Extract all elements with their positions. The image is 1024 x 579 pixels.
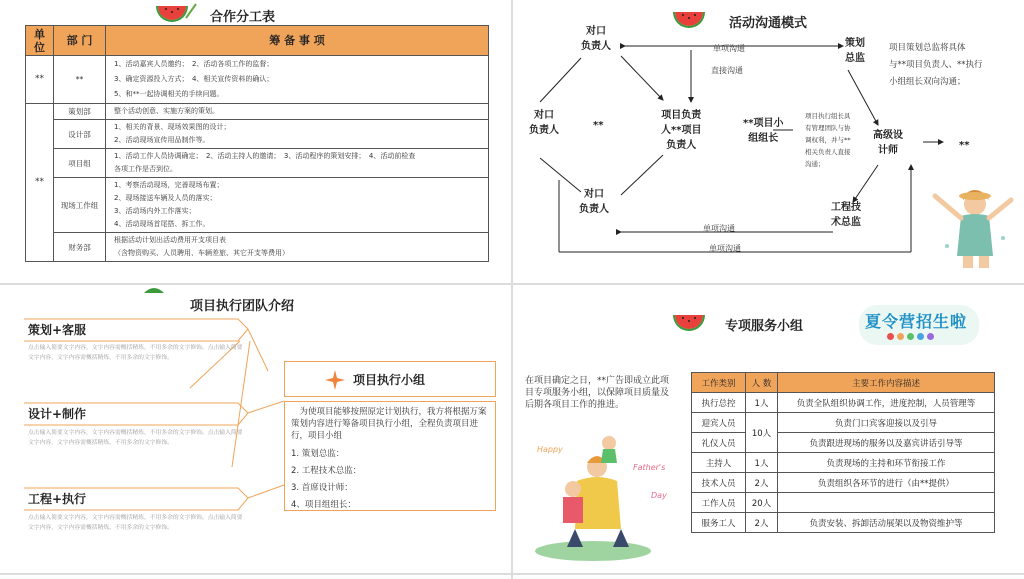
desc-cell: 负责现场的主持和环节衔接工作 [778,453,995,473]
group-item: 1. 策划总监： [291,449,345,459]
section-label: 设计+制作 [28,407,87,421]
node-planning-director: 策划 总监 [845,38,865,64]
count-cell: 1人 [746,453,778,473]
planner-desc: 项目策划总监将具体 与**项目负责人、**执行 小组组长双向沟通； [889,43,983,87]
group-intro: 为使项目能够按照原定计划执行，我方将根据万案策划内容进行筹备项目执行小组，全程负责项目进行，项目小组 [291,407,487,441]
watermelon-icon [152,0,198,24]
right-stars: ** [959,140,970,151]
type-cell: 迎宾人员 [692,413,746,433]
label-oneway-bottom-1: 单项沟通 [703,224,735,233]
desc-cell: 负责门口宾客迎接以及引导 [778,413,995,433]
sparkle-icon [325,370,345,390]
slide-cooperation-table [0,0,511,283]
cooperation-table [25,25,489,262]
desc-cell: 负责组织各环节的进行（由**提供） [778,473,995,493]
label-direct: 直接沟通 [711,66,743,75]
slide-team-intro [0,285,511,573]
type-cell: 礼仪人员 [692,433,746,453]
dept-cell: ** [54,56,106,104]
label-oneway-top: 单项沟通 [713,44,745,53]
item-line: （含物资购买、人员聘用、车辆差旅、其它开支等费用） [114,249,289,257]
items-cell [106,120,489,149]
node-counterpart-bottom: 对口 负责人 [579,189,609,215]
unit-cell: ** [26,56,54,104]
banner-text: 夏令营招生啦 [865,312,968,331]
count-cell: 20人 [746,493,778,513]
unit-cell: ** [26,104,54,262]
node-project-lead: 项目负责 人**项目 负责人 [661,110,702,151]
dot [887,333,894,340]
section-planning [24,320,249,340]
section-desc: 点击输入简要文字内容，文字内容需概括精炼，不用多余的文字修饰。点击输入简要文字内容，文字内容需概括精炼，不用多余的文字修饰。 [28,515,243,531]
section-label: 工程+执行 [28,492,87,506]
item-line: 1、活动嘉宾人员邀约； 2、活动各项工作的监督； [114,60,274,68]
dept-cell: 设计部 [54,120,106,149]
group-content-box [284,401,496,511]
label-oneway-bottom-2: 单项沟通 [709,244,741,253]
item-line: 2、活动现场宣传用品制作等。 [114,136,210,144]
type-cell: 执行总控 [692,393,746,413]
count-cell: 2人 [746,513,778,533]
item-line: 2、现场接送车辆及人员的落实； [114,194,217,202]
group-leader-desc: 项目执行组长具 有管理团队与协 调权利，并与** 相关负责人直接 沟通； [805,112,851,168]
node-senior-designer: 高级设 计师 [873,130,903,156]
header-count: 人 数 [746,373,778,393]
next-slide-right [513,575,1024,579]
item-line: 1、活动工作人员协调确定； 2、活动主持人的邀请； 3、活动程序的策划安排； 4、活动前检查 [114,152,416,160]
type-cell: 服务工人 [692,513,746,533]
items-cell [106,56,489,104]
item-line: 根据活动计划出活动费用开支项目表 [114,236,226,244]
table-row [692,473,995,493]
item-line: 各项工作是否到位。 [114,165,177,173]
items-cell [106,178,489,233]
banner-dots [887,333,934,340]
header-type: 工作类别 [692,373,746,393]
node-counterpart-top: 对口 负责人 [581,26,611,52]
type-cell: 技术人员 [692,473,746,493]
section-desc: 点击输入简要文字内容，文字内容需概括精炼，不用多余的文字修饰。点击输入简要文字内容，文字内容需概括精炼，不用多余的文字修饰。 [28,430,243,446]
header-desc: 主要工作内容描述 [778,373,995,393]
page-title: 活动沟通模式 [729,16,808,31]
left-stars: ** [593,120,604,131]
header-dept: 部 门 [54,26,106,56]
item-line: 5、和**一起协调相关的手续问题。 [114,90,224,98]
table-row [692,393,995,413]
item-line: 3、活动场内外工作落实； [114,207,196,215]
type-cell: 工作人员 [692,493,746,513]
table-row [692,493,995,513]
dept-cell: 项目组 [54,149,106,178]
deco-day: Day [651,491,667,500]
desc-cell: 负责安装、拆卸活动展架以及物资维护等 [778,513,995,533]
group-title-box [284,361,496,397]
table-row [692,453,995,473]
items-cell [106,233,489,262]
type-cell: 主持人 [692,453,746,473]
item-line: 1、相关的背景、现场效果图的设计； [114,123,231,131]
summer-camp-banner [859,305,979,345]
group-title: 项目执行小组 [353,373,426,387]
table-row [692,513,995,533]
page-title: 项目执行团队介绍 [190,299,295,314]
items-cell [106,149,489,178]
header-items: 筹 备 事 项 [106,26,489,56]
dot [897,333,904,340]
dot [917,333,924,340]
node-counterpart-left: 对口 负责人 [529,110,559,136]
count-cell: 10人 [746,413,778,453]
page-title: 专项服务小组 [725,319,804,334]
item-line: 3、确定资源投入方式； 4、相关宣传资料的确认； [114,75,274,83]
item-line: 整个活动创意、实施方案的策划。 [114,107,219,115]
table-row [692,413,995,433]
intro-text: 在项目确定之日，**广告即成立此项目专项服务小组，以保障项目质量及后期各项目工作的推进。 [525,376,670,410]
item-line: 4、活动现场首尾搭、拆工作。 [114,220,210,228]
watermelon-icon [669,309,715,333]
desc-cell [778,493,995,513]
dot [927,333,934,340]
dot [907,333,914,340]
item-line: 1、考察活动现场，完善现场布置； [114,181,224,189]
girl-illustration [927,186,1017,270]
count-cell: 2人 [746,473,778,493]
slide-communication-model [513,0,1024,283]
next-slide-left [0,575,511,579]
node-tech-director: 工程技 术总监 [831,202,861,228]
deco-fathers: Father's [633,463,666,472]
group-item: 3. 首席设计师： [291,483,353,493]
section-desc: 点击输入简要文字内容，文字内容需概括精炼，不用多余的文字修饰。点击输入简要文字内容，文字内容需概括精炼，不用多余的文字修饰。 [28,345,243,361]
section-label: 策划+客服 [28,323,87,337]
dept-cell: 财务部 [54,233,106,262]
items-cell [106,104,489,120]
page-title: 合作分工表 [210,10,276,25]
group-item: 4、项目组组长： [291,500,356,510]
dept-cell: 策划部 [54,104,106,120]
group-item: 2. 工程技术总监： [291,466,362,476]
node-group-leader: **项目小 组组长 [743,118,784,144]
group-items [291,446,489,514]
header-unit: 单 位 [26,26,54,56]
count-cell: 1人 [746,393,778,413]
section-engineering [24,489,249,509]
service-table [691,372,995,533]
table-row [692,433,995,453]
section-design [24,404,249,424]
slide-service-group [513,285,1024,573]
deco-happy: Happy [537,445,563,454]
desc-cell: 负责全队组织协调工作，进度控制，人员管理等 [778,393,995,413]
dept-cell: 现场工作组 [54,178,106,233]
desc-cell: 负责跟进现场的服务以及嘉宾讲话引导等 [778,433,995,453]
